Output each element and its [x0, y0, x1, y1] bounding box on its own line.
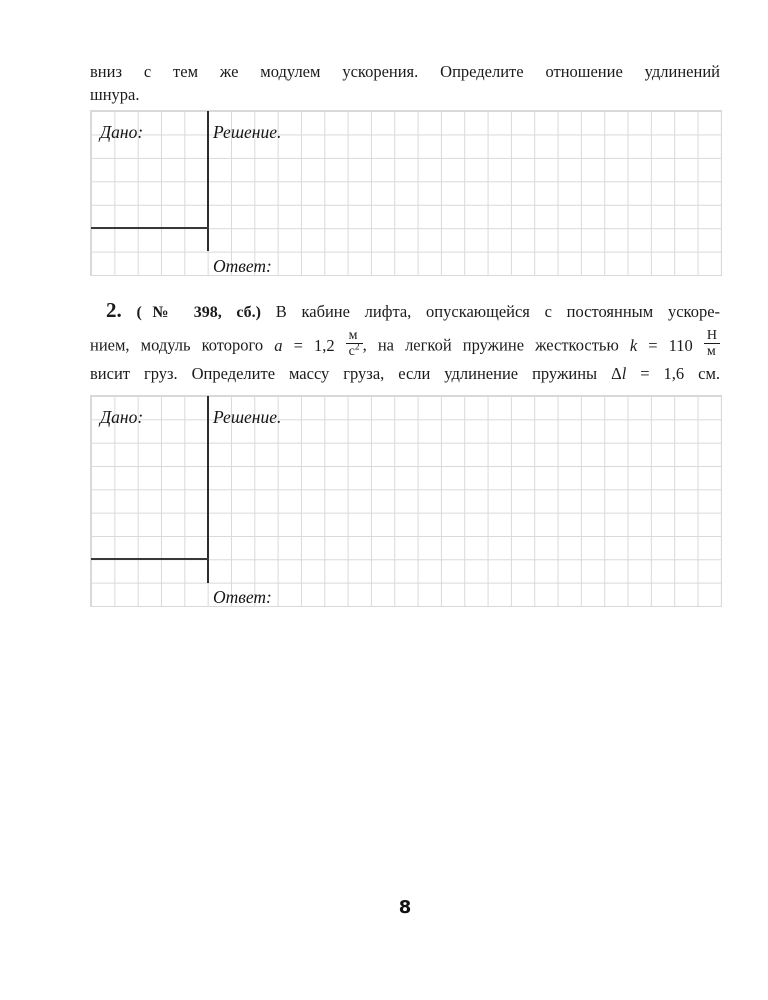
dano-label: Дано: — [100, 122, 144, 142]
problem-2-line-2 — [90, 328, 720, 363]
fraction-numerator: Н — [706, 328, 717, 343]
problem-number: 2. — [106, 298, 122, 322]
stiffness-value — [629, 328, 720, 360]
problem-2-text: нием, модуль которого — [90, 335, 264, 355]
a-value: = 1,2 — [293, 335, 335, 355]
problem-source: (№ 398, сб.) — [136, 304, 261, 321]
otvet-label: Ответ: — [213, 587, 272, 607]
dano-divider-vertical-line — [207, 396, 209, 583]
dano-label: Дано: — [100, 407, 144, 427]
exponent: 2 — [354, 342, 360, 353]
dano-underline — [91, 227, 209, 229]
solution-grid-1 — [90, 110, 722, 276]
problem-2-text: , на легкой пружине жесткостью — [362, 335, 619, 355]
solution-grid-2 — [90, 395, 722, 607]
fraction-numerator: м — [348, 328, 358, 343]
problem-2-text: висит груз. Определите массу груза, если удлинение пружины — [90, 364, 598, 383]
otvet-label: Ответ: — [213, 256, 272, 276]
problem-2-text: В кабине лифта, опускающейся с постоянным ускоре- — [275, 302, 721, 321]
fraction-denominator: $с^2$ — [346, 343, 363, 359]
fraction-n-per-m — [704, 328, 720, 360]
acceleration-value — [274, 328, 362, 360]
fraction-m-per-s2 — [346, 328, 363, 360]
k-value: = 110 — [648, 335, 693, 355]
page-number: 8 — [398, 897, 412, 918]
variable-k: k — [629, 335, 638, 355]
delta-symbol: Δ — [611, 364, 622, 383]
elongation-value — [611, 364, 720, 383]
fraction-denominator: м — [704, 343, 720, 359]
dano-underline — [91, 558, 209, 560]
reshenie-label: Решение. — [213, 407, 282, 427]
reshenie-label: Решение. — [213, 122, 282, 142]
variable-a: a — [274, 335, 283, 355]
problem-2-line-3 — [90, 362, 720, 385]
problem-2-line-1 — [90, 299, 720, 324]
dl-value: = 1,6 см. — [640, 364, 721, 383]
variable-l: l — [621, 364, 627, 383]
dano-divider-vertical-line — [207, 111, 209, 251]
problem-1-text-line-2: шнура. — [90, 85, 140, 104]
problem-1-text-line-1: вниз с тем же модулем ускорения. Определите отношение удлинений — [90, 62, 720, 81]
